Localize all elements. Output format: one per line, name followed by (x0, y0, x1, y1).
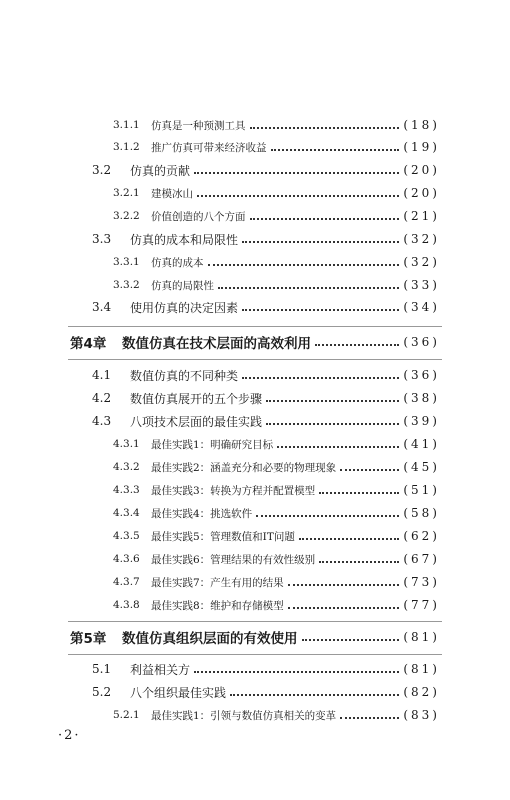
dot-leader (288, 595, 400, 609)
dot-leader (340, 705, 399, 719)
chapter-number: 第5章 (70, 631, 107, 647)
dot-leader (194, 659, 399, 673)
toc-entry (113, 479, 440, 501)
toc-entry (113, 274, 440, 296)
toc-entry (92, 387, 440, 409)
entry-number: 4.3.5 (113, 530, 140, 542)
toc-entry (113, 594, 440, 616)
toc-entry (92, 228, 440, 250)
entry-title: 数值仿真的不同种类 (130, 368, 239, 383)
toc-entry (113, 136, 440, 158)
entry-number: 5.2.1 (113, 709, 140, 721)
entry-number: 4.3.7 (113, 576, 140, 588)
entry-title: 推广仿真可带来经济收益 (151, 141, 267, 154)
entry-page: (82) (403, 685, 440, 699)
entry-title: 最佳实践1：明确研究目标 (151, 438, 274, 451)
entry-page: (32) (403, 232, 440, 246)
dot-leader (277, 434, 399, 448)
dot-leader (299, 526, 400, 540)
toc-entry (92, 296, 440, 318)
entry-page: (33) (403, 278, 440, 292)
dot-leader (250, 206, 400, 220)
entry-page: (67) (403, 552, 440, 566)
dot-leader (271, 137, 400, 151)
toc-chapter-entry (70, 626, 440, 648)
toc-entry (113, 525, 440, 547)
entry-page: (81) (403, 662, 440, 676)
toc-entry (92, 658, 440, 680)
dot-leader (197, 183, 399, 197)
entry-number: 4.3.1 (113, 438, 140, 450)
entry-number: 4.3.2 (113, 461, 140, 473)
dot-leader (266, 411, 399, 425)
entry-title: 数值仿真展开的五个步骤 (130, 391, 263, 406)
dot-leader (256, 503, 399, 517)
dot-leader (242, 229, 399, 243)
entry-number: 3.3.1 (113, 256, 140, 268)
toc-chapter-entry (70, 331, 440, 353)
entry-page: (58) (403, 506, 440, 520)
chapter-title: 数值仿真在技术层面的高效利用 (122, 336, 311, 352)
entry-page: (36) (403, 335, 440, 349)
chapter-number: 第4章 (70, 336, 107, 352)
entry-title: 八项技术层面的最佳实践 (130, 414, 263, 429)
toc-entry (113, 251, 440, 273)
entry-title: 仿真的局限性 (151, 279, 214, 292)
dot-leader (242, 365, 399, 379)
entry-title: 八个组织最佳实践 (130, 685, 227, 700)
entry-title: 价值创造的八个方面 (151, 210, 246, 223)
entry-title: 仿真的贡献 (130, 163, 191, 178)
toc-entry (113, 704, 440, 726)
section-divider (68, 359, 442, 360)
entry-page: (38) (403, 391, 440, 405)
dot-leader (319, 549, 399, 563)
toc-entry (113, 205, 440, 227)
entry-page: (45) (403, 460, 440, 474)
entry-number: 4.1 (92, 368, 112, 382)
entry-title: 最佳实践4：挑选软件 (151, 507, 253, 520)
entry-page: (62) (403, 529, 440, 543)
entry-title: 最佳实践6：管理结果的有效性级别 (151, 553, 316, 566)
entry-title: 最佳实践5：管理数值和IT问题 (151, 530, 295, 543)
entry-title: 最佳实践8：维护和存储模型 (151, 599, 284, 612)
entry-number: 3.2 (92, 163, 112, 177)
entry-number: 5.2 (92, 685, 112, 699)
entry-page: (51) (403, 483, 440, 497)
entry-title: 建模冰山 (151, 187, 193, 200)
dot-leader (208, 252, 400, 266)
toc-entry (113, 548, 440, 570)
entry-page: (20) (403, 186, 440, 200)
dot-leader (266, 388, 399, 402)
entry-number: 3.1.1 (113, 119, 140, 131)
toc-entry (113, 502, 440, 524)
toc-entry (92, 159, 440, 181)
dot-leader (340, 457, 399, 471)
entry-number: 3.3.2 (113, 279, 140, 291)
dot-leader (242, 297, 399, 311)
entry-page: (81) (403, 630, 440, 644)
entry-page: (77) (403, 598, 440, 612)
entry-page: (18) (403, 118, 440, 132)
dot-leader (302, 627, 400, 641)
entry-page: (83) (403, 708, 440, 722)
dot-leader (288, 572, 400, 586)
dot-leader (230, 682, 399, 696)
entry-title: 仿真是一种预测工具 (151, 119, 246, 132)
entry-page: (20) (403, 163, 440, 177)
dot-leader (194, 160, 399, 174)
toc-entry (113, 182, 440, 204)
entry-number: 4.3.3 (113, 484, 140, 496)
section-divider (68, 654, 442, 655)
entry-number: 4.3 (92, 414, 112, 428)
entry-number: 4.3.8 (113, 599, 140, 611)
entry-title: 最佳实践2：涵盖充分和必要的物理现象 (151, 461, 337, 474)
dot-leader (218, 275, 399, 289)
entry-title: 使用仿真的决定因素 (130, 300, 239, 315)
entry-title: 仿真的成本 (151, 256, 204, 269)
toc-entry (92, 681, 440, 703)
entry-number: 3.3 (92, 232, 112, 246)
dot-leader (319, 480, 399, 494)
toc-entry (113, 433, 440, 455)
entry-number: 3.2.2 (113, 210, 140, 222)
entry-page: (21) (403, 209, 440, 223)
toc-entry (113, 571, 440, 593)
entry-page: (41) (403, 437, 440, 451)
entry-page: (73) (403, 575, 440, 589)
entry-number: 4.2 (92, 391, 112, 405)
entry-page: (32) (403, 255, 440, 269)
entry-page: (39) (403, 414, 440, 428)
chapter-title: 数值仿真组织层面的有效使用 (122, 631, 298, 647)
entry-title: 最佳实践3：转换为方程并配置模型 (151, 484, 316, 497)
entry-title: 最佳实践7：产生有用的结果 (151, 576, 284, 589)
page-number: ·2· (58, 728, 81, 743)
toc-entry (113, 456, 440, 478)
entry-title: 最佳实践1：引领与数值仿真相关的变革 (151, 709, 337, 722)
entry-page: (36) (403, 368, 440, 382)
section-divider (68, 326, 442, 327)
toc-entry (113, 114, 440, 136)
entry-number: 3.2.1 (113, 187, 140, 199)
entry-number: 3.1.2 (113, 141, 140, 153)
entry-number: 3.4 (92, 300, 112, 314)
section-divider (68, 621, 442, 622)
dot-leader (250, 115, 400, 129)
entry-page: (19) (403, 140, 440, 154)
entry-number: 4.3.6 (113, 553, 140, 565)
entry-title: 仿真的成本和局限性 (130, 232, 239, 247)
entry-number: 5.1 (92, 662, 112, 676)
dot-leader (315, 332, 399, 346)
entry-page: (34) (403, 300, 440, 314)
toc-entry (92, 410, 440, 432)
toc-entry (92, 364, 440, 386)
entry-number: 4.3.4 (113, 507, 140, 519)
entry-title: 利益相关方 (130, 662, 191, 677)
